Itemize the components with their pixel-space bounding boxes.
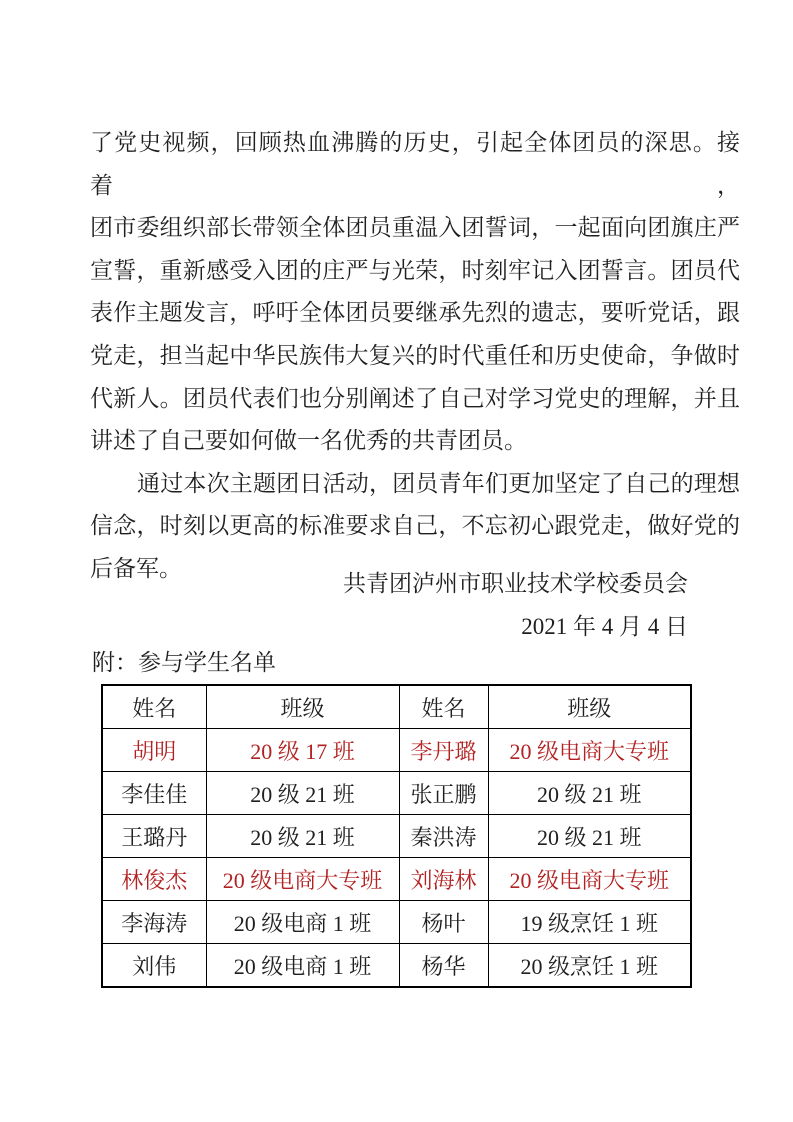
table-header-cell: 班级 <box>206 685 399 729</box>
student-class-cell: 20 级电商 1 班 <box>206 944 399 988</box>
table-row <box>102 858 691 901</box>
table-row <box>102 729 691 772</box>
student-class-cell: 20 级电商大专班 <box>206 858 399 901</box>
table-row <box>102 772 691 815</box>
student-name-cell: 刘伟 <box>102 944 206 988</box>
table-row <box>102 901 691 944</box>
table-header-cell: 班级 <box>488 685 691 729</box>
body-line: 后备军。 <box>90 555 182 581</box>
student-name-cell: 秦洪涛 <box>399 815 488 858</box>
student-name-cell: 杨叶 <box>399 901 488 944</box>
body-line: 讲述了自己要如何做一名优秀的共青团员。 <box>90 428 527 454</box>
signature-date: 2021 年 4 月 4 日 <box>521 613 688 639</box>
student-name-cell: 李海涛 <box>102 901 206 944</box>
student-name-cell: 李丹璐 <box>399 729 488 772</box>
student-name-cell: 胡明 <box>102 729 206 772</box>
student-class-cell: 20 级烹饪 1 班 <box>488 944 691 988</box>
signature-organization: 共青团泸州市职业技术学校委员会 <box>343 571 688 596</box>
student-class-cell: 20 级 21 班 <box>488 815 691 858</box>
body-line: 信念，时刻以更高的标准要求自己，不忘初心跟党走，做好党的 <box>90 513 740 539</box>
body-line: 了党史视频，回顾热血沸腾的历史，引起全体团员的深思。接着， <box>90 130 740 198</box>
student-name-cell: 刘海林 <box>399 858 488 901</box>
student-class-cell: 20 级 17 班 <box>206 729 399 772</box>
body-line: 表作主题发言，呼吁全体团员要继承先烈的遗志，要听党话，跟 <box>90 300 740 326</box>
body-line: 党走，担当起中华民族伟大复兴的时代重任和历史使命，争做时 <box>90 342 740 368</box>
table-header-row <box>102 685 691 729</box>
table-header-cell: 姓名 <box>399 685 488 729</box>
student-name-cell: 杨华 <box>399 944 488 988</box>
student-class-cell: 20 级电商 1 班 <box>206 901 399 944</box>
student-name-cell: 张正鹏 <box>399 772 488 815</box>
student-name-cell: 王璐丹 <box>102 815 206 858</box>
student-class-cell: 20 级 21 班 <box>206 815 399 858</box>
student-class-cell: 20 级电商大专班 <box>488 858 691 901</box>
table-row <box>102 944 691 988</box>
student-class-cell: 20 级 21 班 <box>206 772 399 815</box>
body-text-block <box>90 122 740 591</box>
body-line: 通过本次主题团日活动，团员青年们更加坚定了自己的理想 <box>137 470 740 496</box>
body-line: 代新人。团员代表们也分别阐述了自己对学习党史的理解，并且 <box>90 385 740 411</box>
students-table <box>101 684 692 988</box>
student-name-cell: 林俊杰 <box>102 858 206 901</box>
body-line: 团市委组织部长带领全体团员重温入团誓词，一起面向团旗庄严 <box>90 215 740 241</box>
table-header-cell: 姓名 <box>102 685 206 729</box>
signature-block <box>90 563 688 648</box>
student-class-cell: 20 级 21 班 <box>488 772 691 815</box>
body-line: 宣誓，重新感受入团的庄严与光荣，时刻牢记入团誓言。团员代 <box>90 257 740 283</box>
student-class-cell: 20 级电商大专班 <box>488 729 691 772</box>
student-class-cell: 19 级烹饪 1 班 <box>488 901 691 944</box>
attachment-label: 附：参与学生名单 <box>92 650 276 675</box>
student-name-cell: 李佳佳 <box>102 772 206 815</box>
table-row <box>102 815 691 858</box>
